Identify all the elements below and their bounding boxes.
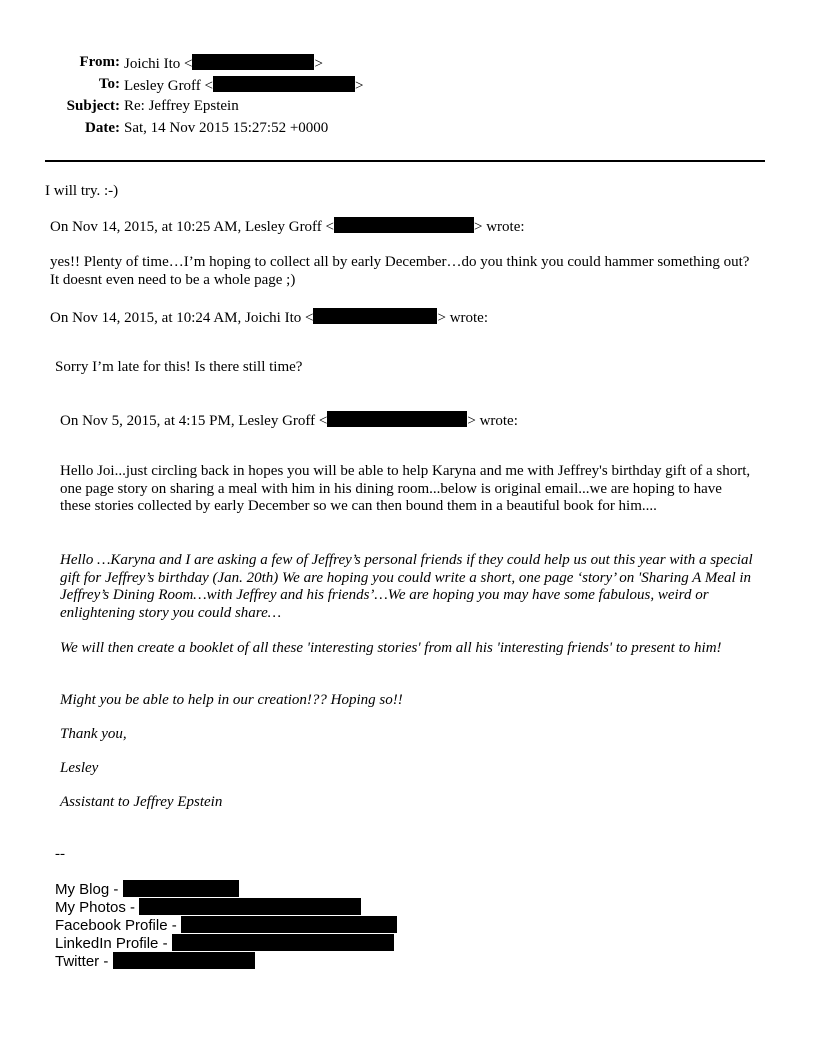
redaction-box bbox=[313, 308, 437, 324]
redaction-box bbox=[181, 916, 397, 933]
linkedin-label: LinkedIn Profile - bbox=[55, 935, 168, 952]
attribution-suffix: wrote: bbox=[486, 219, 525, 235]
twitter-label: Twitter - bbox=[55, 953, 109, 970]
attribution-text: On Nov 5, 2015, at 4:15 PM, Lesley Groff bbox=[60, 413, 316, 429]
attribution-text: On Nov 14, 2015, at 10:24 AM, Joichi Ito bbox=[50, 310, 302, 326]
signature-linkedin bbox=[55, 934, 394, 952]
quote-text-1: yes!! Plenty of time…I’m hoping to collect all by early December…do you think you could hammer something out? It doesnt even need to be a whole page ;) bbox=[50, 254, 750, 288]
original-email-paragraph: Might you be able to help in our creation!?? Hoping so!! bbox=[60, 692, 403, 708]
facebook-label: Facebook Profile - bbox=[55, 917, 177, 934]
redaction-box bbox=[139, 898, 361, 915]
signature-photos bbox=[55, 898, 361, 916]
signature-twitter bbox=[55, 952, 255, 970]
redaction-box bbox=[172, 934, 394, 951]
sender-name: Lesley bbox=[60, 760, 99, 776]
original-email-paragraph: We will then create a booklet of all these 'interesting stories' from all his 'interesting friends' to present to him! bbox=[60, 640, 722, 656]
photos-label: My Photos - bbox=[55, 899, 136, 916]
header-divider bbox=[45, 160, 765, 162]
quote-attribution-2: On Nov 14, 2015, at 10:24 AM, Joichi Ito < > wrote: bbox=[50, 310, 489, 326]
reply-text: I will try. :-) bbox=[45, 183, 119, 199]
signature-separator: -- bbox=[55, 846, 65, 862]
quote-text-3: Hello Joi...just circling back in hopes you will be able to help Karyna and me with Jeffrey's birthday gift of a short, one page story on sharing a meal with him in his dining room...below is original email...we are hoping to have these stories collected by early December so we can then bound them in a beautiful book for him.... bbox=[60, 463, 751, 514]
redaction-box bbox=[213, 76, 355, 92]
attribution-text: On Nov 14, 2015, at 10:25 AM, Lesley Groff bbox=[50, 219, 322, 235]
to-value: Lesley Groff < > bbox=[124, 78, 364, 94]
quote-attribution-1: On Nov 14, 2015, at 10:25 AM, Lesley Groff < > wrote: bbox=[50, 219, 525, 235]
sender-title: Assistant to Jeffrey Epstein bbox=[60, 794, 223, 810]
redaction-box bbox=[192, 54, 314, 70]
from-name: Joichi Ito bbox=[124, 56, 181, 72]
attribution-suffix: wrote: bbox=[479, 413, 518, 429]
closing-text: Thank you, bbox=[60, 726, 127, 742]
original-email-paragraph: Hello …Karyna and I are asking a few of Jeffrey’s personal friends if they could help us out this year with a special gift for Jeffrey’s birthday (Jan. 20th) We are hoping you could write a short, one page ‘story’ on 'Sharing A Meal in Jeffrey’s Dining Room…with Jeffrey and his friends’…We are hoping you may have some fabulous, weird or enlightening story you could share… bbox=[60, 552, 753, 621]
date-value: Sat, 14 Nov 2015 15:27:52 +0000 bbox=[124, 120, 329, 136]
attribution-suffix: wrote: bbox=[449, 310, 489, 326]
to-label: To: bbox=[98, 76, 120, 92]
from-label: From: bbox=[79, 54, 120, 70]
subject-label: Subject: bbox=[66, 98, 120, 114]
signature-blog bbox=[55, 880, 239, 898]
redaction-box bbox=[113, 952, 255, 969]
date-label: Date: bbox=[85, 120, 120, 136]
redaction-box bbox=[334, 217, 474, 233]
redaction-box bbox=[123, 880, 239, 897]
quote-text-2: Sorry I’m late for this! Is there still time? bbox=[55, 359, 303, 375]
redaction-box bbox=[327, 411, 467, 427]
from-value: Joichi Ito < > bbox=[124, 56, 323, 72]
quote-attribution-3: On Nov 5, 2015, at 4:15 PM, Lesley Groff < > wrote: bbox=[60, 413, 518, 429]
signature-facebook bbox=[55, 916, 397, 934]
subject-value: Re: Jeffrey Epstein bbox=[124, 98, 239, 114]
to-name: Lesley Groff bbox=[124, 78, 201, 94]
blog-label: My Blog - bbox=[55, 881, 119, 898]
